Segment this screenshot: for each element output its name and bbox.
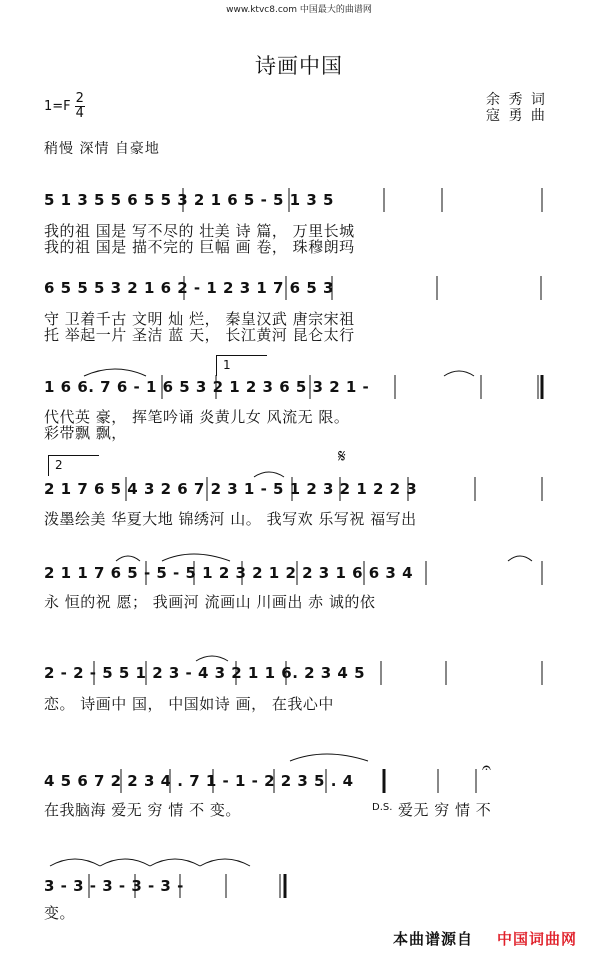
notation-row-2: 6 5 5 5 3 2 1 6 2 - 1 2 3 1 7 6 5 3 <box>44 279 334 297</box>
notation-row-3: 1 6 6. 7 6 - 1 6 5 3 2 1 2 3 6 5 3 2 1 - <box>44 378 370 396</box>
key-signature <box>44 92 85 121</box>
lyric-row-1-verse-1: 我的祖 国是 写不尽的 壮美 诗 篇， 万里长城 <box>44 222 355 240</box>
fermata-sign: 𝄐 <box>482 758 491 777</box>
lyric-row-7-ds: 爱无 穷 情 不 <box>398 801 492 819</box>
first-ending-number: 1 <box>223 358 231 372</box>
credits <box>486 92 547 124</box>
song-title: 诗画中国 <box>255 54 343 78</box>
lyric-row-8: 变。 <box>44 904 76 922</box>
lyric-row-4: 泼墨绘美 华夏大地 锦绣河 山。 我写欢 乐写祝 福写出 <box>44 510 417 528</box>
composer: 寇 勇 曲 <box>486 108 547 124</box>
time-signature <box>75 92 85 121</box>
first-ending-bracket <box>216 355 267 376</box>
key-label: 1=F <box>44 99 71 114</box>
lyricist: 余 秀 词 <box>486 92 547 108</box>
second-ending-number: 2 <box>55 458 63 472</box>
slurs <box>50 369 532 866</box>
time-top: 2 <box>75 91 84 106</box>
lyric-row-2-verse-1: 守 卫着千古 文明 灿 烂， 秦皇汉武 唐宗宋祖 <box>44 310 355 328</box>
dal-segno: D.S. <box>372 802 393 813</box>
second-ending-bracket <box>48 455 99 476</box>
lyric-row-5: 永 恒的祝 愿； 我画河 流画山 川画出 赤 诚的依 <box>44 593 376 611</box>
notation-row-4: 2 1 7 6 5 4 3 2 6 7 2 3 1 - 5 1 2 3 2 1 2 2 3 <box>44 480 418 498</box>
segno-sign: 𝄋 <box>338 446 346 467</box>
lyric-row-6: 恋。 诗画中 国， 中国如诗 画， 在我心中 <box>44 695 334 713</box>
notation-row-7: 4 5 6 7 2 2 3 4 . 7 1 - 1 - 2 2 3 5 . 4 <box>44 772 354 790</box>
notation-row-1: 5 1 3 5 5 6 5 5 3 2 1 6 5 - 5 1 3 5 <box>44 191 334 209</box>
notation-row-5: 2 1 1 7 6 5 - 5 - 5 1 2 3 2 1 2 2 3 1 6 6 3 4 <box>44 564 414 582</box>
site-header: www.ktvc8.com 中国最大的曲谱网 <box>226 5 372 15</box>
lyric-row-3-verse-1: 代代英 豪， 挥笔吟诵 炎黄儿女 风流无 限。 <box>44 408 350 426</box>
tempo-marking: 稍慢 深情 自豪地 <box>44 141 160 157</box>
lyric-row-1-verse-2: 我的祖 国是 描不完的 巨幅 画 卷， 珠穆朗玛 <box>44 238 355 256</box>
time-bottom: 4 <box>75 106 84 121</box>
lyric-row-3-verse-2: 彩带飘 飘， <box>44 424 127 442</box>
footer-site-link[interactable]: 中国词曲网 <box>497 930 578 948</box>
lyric-row-7: 在我脑海 爱无 穷 情 不 变。 <box>44 801 241 819</box>
notation-row-8: 3 - 3 - 3 - 3 - 3 - <box>44 877 184 895</box>
lyric-row-2-verse-2: 托 举起一片 圣洁 蓝 天， 长江黄河 昆仑太行 <box>44 326 355 344</box>
footer-source-label: 本曲谱源自 <box>393 930 474 948</box>
notation-row-6: 2 - 2 - 5 5 1 2 3 - 4 3 2 1 1 6. 2 3 4 5 <box>44 664 366 682</box>
